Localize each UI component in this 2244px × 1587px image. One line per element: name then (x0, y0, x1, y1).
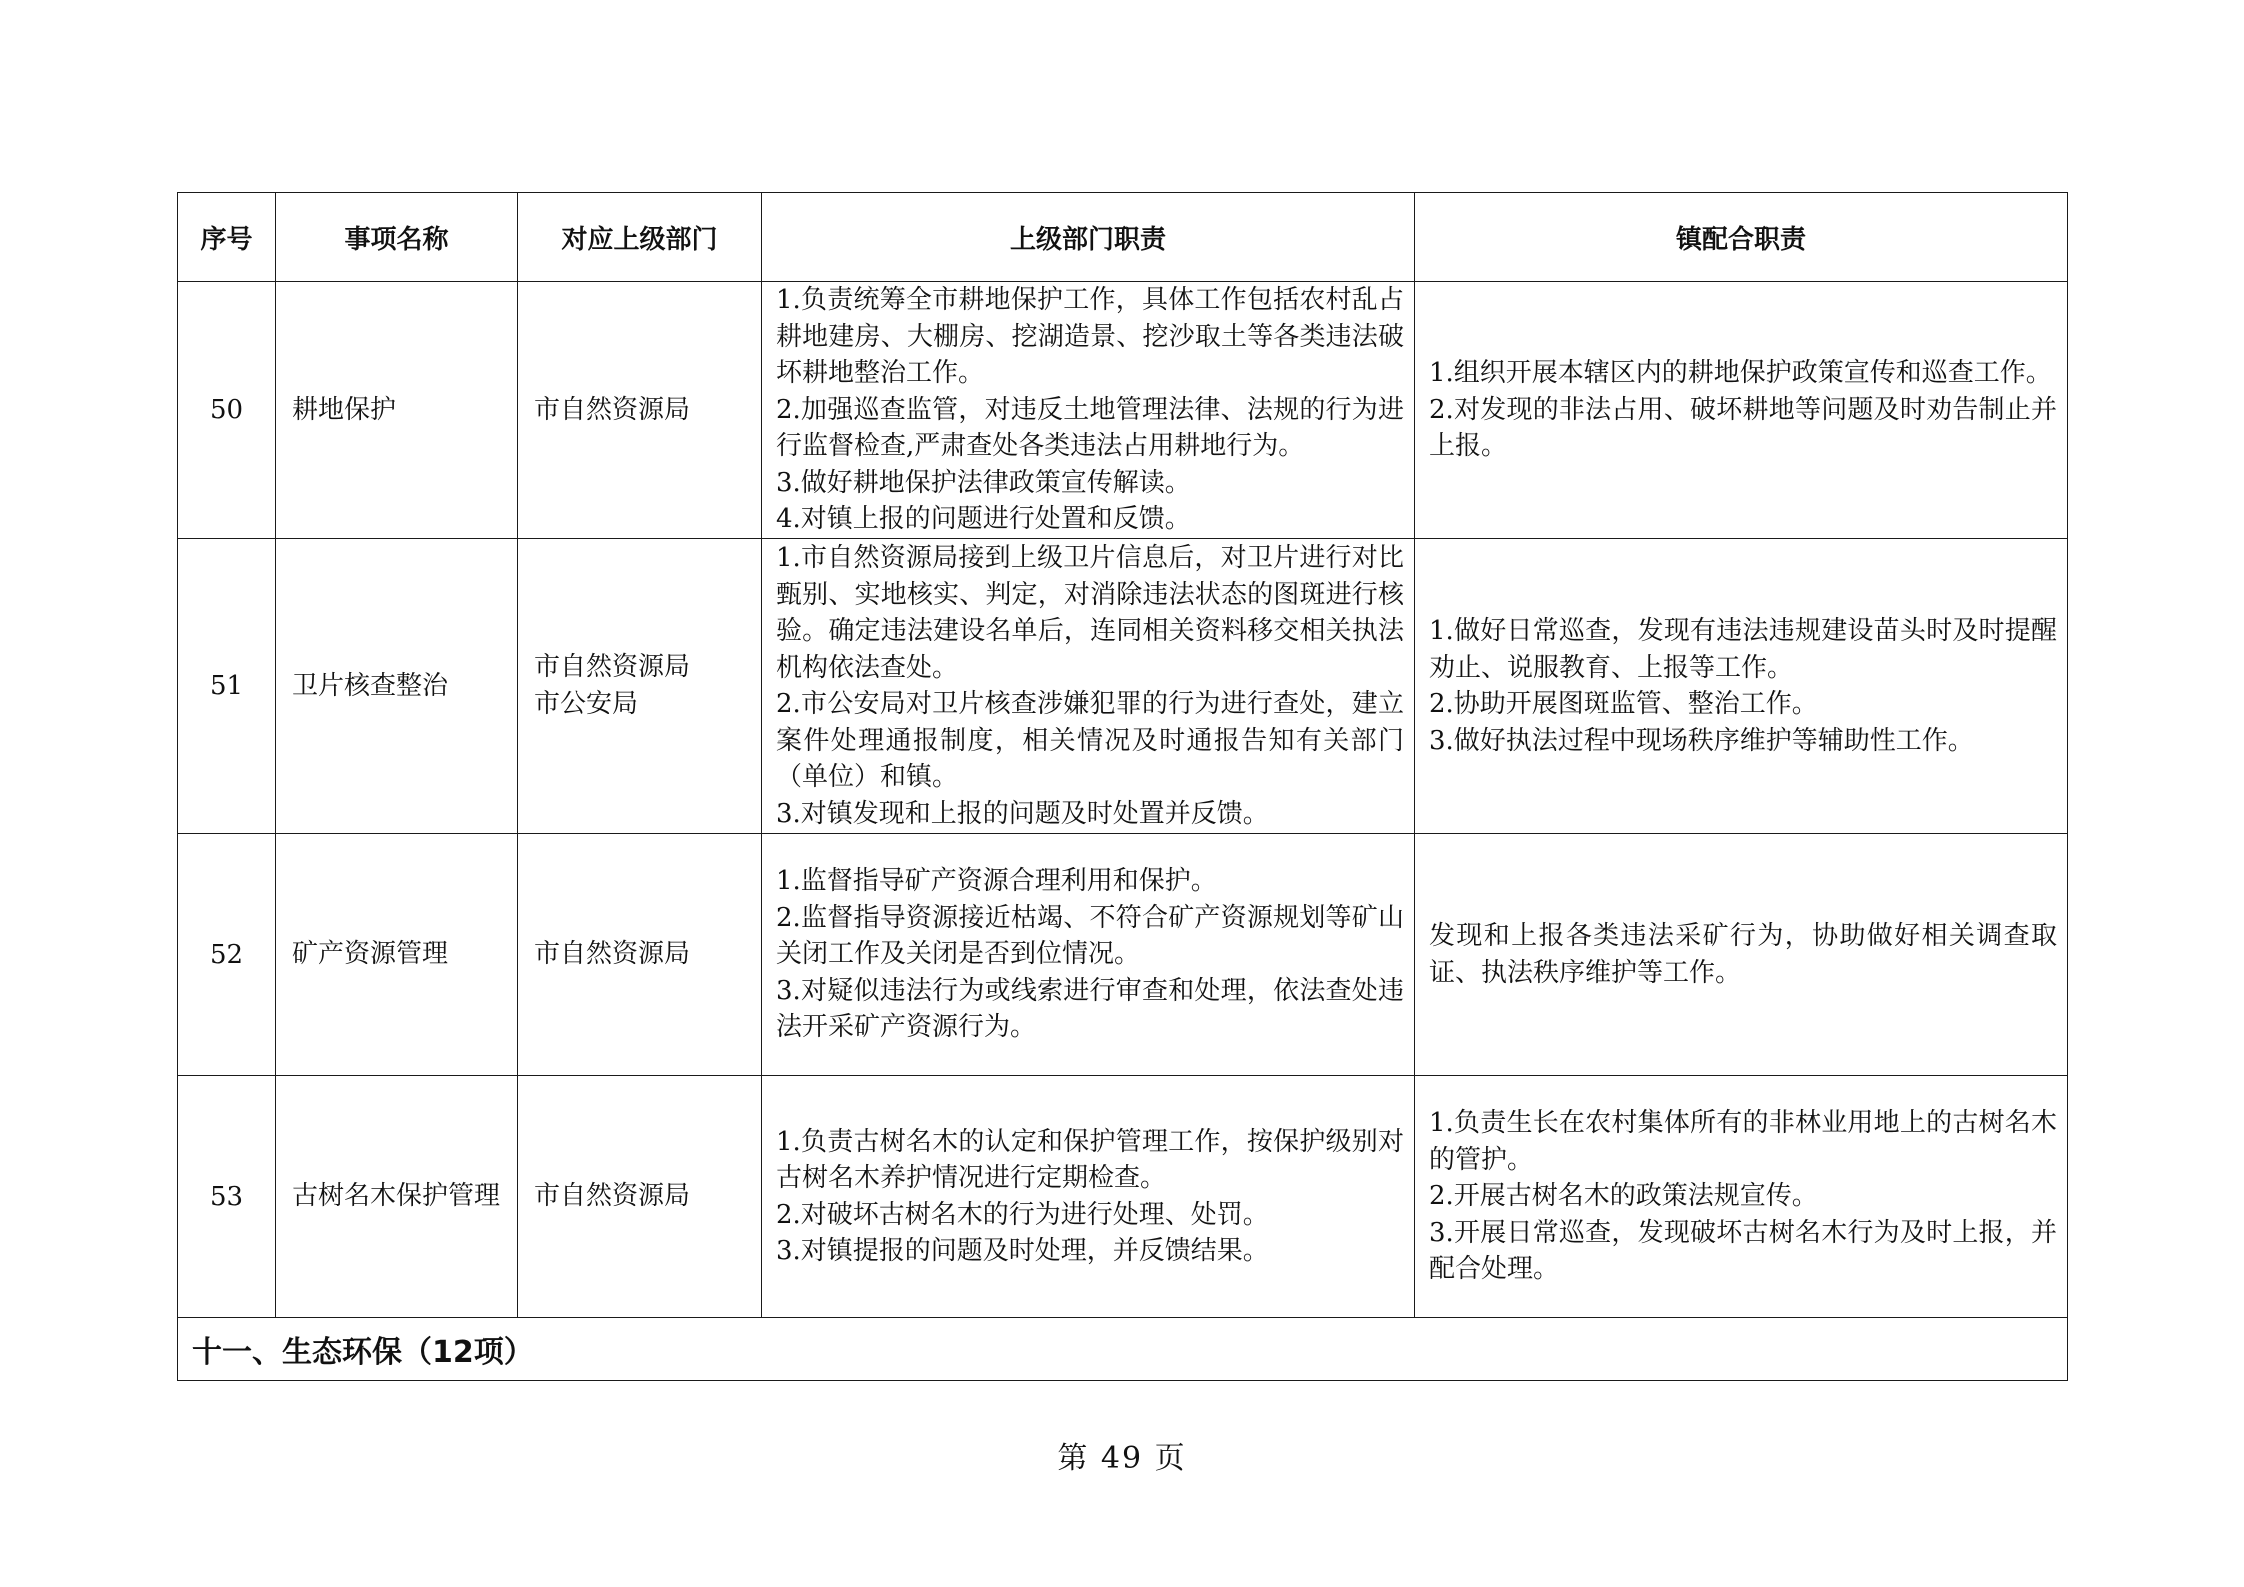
header-no: 序号 (178, 193, 276, 282)
superior-duties (762, 282, 1415, 539)
table-row (178, 834, 2068, 1076)
town-duties (1415, 282, 2068, 539)
town-duty-line: 3.开展日常巡查，发现破坏古树名木行为及时上报，并配合处理。 (1429, 1217, 2057, 1285)
town-duties (1415, 1076, 2068, 1318)
department-line: 市自然资源局 (534, 939, 691, 969)
duty-line: 1.监督指导矿产资源合理利用和保护。 (776, 866, 1217, 897)
duty-line: 2.加强巡查监管，对违反土地管理法律、法规的行为进行监督检查,严肃查处各类违法占用耕地行为。 (776, 394, 1404, 462)
superior-duties (762, 539, 1415, 834)
duty-line: 3.对镇提报的问题及时处理，并反馈结果。 (776, 1236, 1269, 1266)
duty-table (177, 192, 2068, 1381)
section-title: 十一、生态环保（12项） (178, 1318, 2068, 1381)
town-duty-line: 2.协助开展图斑监管、整治工作。 (1429, 689, 1818, 719)
town-duty-line: 2.对发现的非法占用、破坏耕地等问题及时劝告制止并上报。 (1429, 394, 2057, 462)
duty-line: 3.对疑似违法行为或线索进行审查和处理，依法查处违法开采矿产资源行为。 (776, 975, 1404, 1043)
town-duty-line: 1.组织开展本辖区内的耕地保护政策宣传和巡查工作。 (1429, 358, 2052, 389)
item-name (276, 834, 518, 1076)
town-duty-line: 1.负责生长在农村集体所有的非林业用地上的古树名木的管护。 (1429, 1108, 2057, 1175)
duty-line: 3.做好耕地保护法律政策宣传解读。 (776, 467, 1191, 498)
duty-line: 1.负责统筹全市耕地保护工作，具体工作包括农村乱占耕地建房、大棚房、挖湖造景、挖沙取土等各类违法破坏耕地整治工作。 (776, 285, 1404, 389)
department-line: 市自然资源局 (534, 1181, 691, 1211)
superior-department (518, 282, 762, 539)
item-name-line: 矿产资源管理 (292, 939, 449, 969)
duty-line: 2.对破坏古树名木的行为进行处理、处罚。 (776, 1199, 1269, 1230)
page-number: 第 49 页 (1057, 1441, 1187, 1476)
town-duties (1415, 834, 2068, 1076)
row-number: 52 (178, 834, 276, 1076)
header-dept: 对应上级部门 (518, 193, 762, 282)
superior-department (518, 539, 762, 834)
section-row (178, 1318, 2068, 1381)
superior-duties (762, 834, 1415, 1076)
header-name: 事项名称 (276, 193, 518, 282)
duty-line: 1.市自然资源局接到上级卫片信息后，对卫片进行对比甄别、实地核实、判定，对消除违法状态的图斑进行核验。确定违法建设名单后，连同相关资料移交相关执法机构依法查处。 (776, 543, 1404, 683)
header-town: 镇配合职责 (1415, 193, 2068, 282)
item-name-line: 古树名木保护管理 (292, 1181, 501, 1211)
duty-line: 2.市公安局对卫片核查涉嫌犯罪的行为进行查处，建立案件处理通报制度，相关情况及时通报告知有关部门（单位）和镇。 (776, 689, 1404, 792)
department-line: 市自然资源局 (534, 394, 691, 425)
table-header-row (178, 193, 2068, 282)
item-name (276, 282, 518, 539)
superior-department (518, 1076, 762, 1318)
department-line: 市公安局 (534, 689, 639, 719)
item-name-line: 耕地保护 (292, 394, 397, 425)
row-number: 50 (178, 282, 276, 539)
duty-line: 3.对镇发现和上报的问题及时处置并反馈。 (776, 798, 1269, 829)
table-row (178, 539, 2068, 834)
town-duty-line: 2.开展古树名木的政策法规宣传。 (1429, 1181, 1818, 1212)
duty-line: 2.监督指导资源接近枯竭、不符合矿产资源规划等矿山关闭工作及关闭是否到位情况。 (776, 902, 1404, 970)
town-duty-line: 1.做好日常巡查，发现有违法违规建设苗头时及时提醒劝止、说服教育、上报等工作。 (1429, 616, 2057, 683)
superior-duties (762, 1076, 1415, 1318)
town-duty-line: 发现和上报各类违法采矿行为，协助做好相关调查取证、执法秩序维护等工作。 (1429, 921, 2057, 988)
duty-line: 1.负责古树名木的认定和保护管理工作，按保护级别对古树名木养护情况进行定期检查。 (776, 1126, 1404, 1193)
header-duty: 上级部门职责 (762, 193, 1415, 282)
superior-department (518, 834, 762, 1076)
item-name (276, 1076, 518, 1318)
department-line: 市自然资源局 (534, 652, 691, 682)
item-name-line: 卫片核查整治 (292, 670, 449, 701)
town-duties (1415, 539, 2068, 834)
item-name (276, 539, 518, 834)
duty-line: 4.对镇上报的问题进行处置和反馈。 (776, 504, 1191, 535)
row-number: 51 (178, 539, 276, 834)
row-number: 53 (178, 1076, 276, 1318)
town-duty-line: 3.做好执法过程中现场秩序维护等辅助性工作。 (1429, 725, 1974, 756)
table-row (178, 1076, 2068, 1318)
table-row (178, 282, 2068, 539)
